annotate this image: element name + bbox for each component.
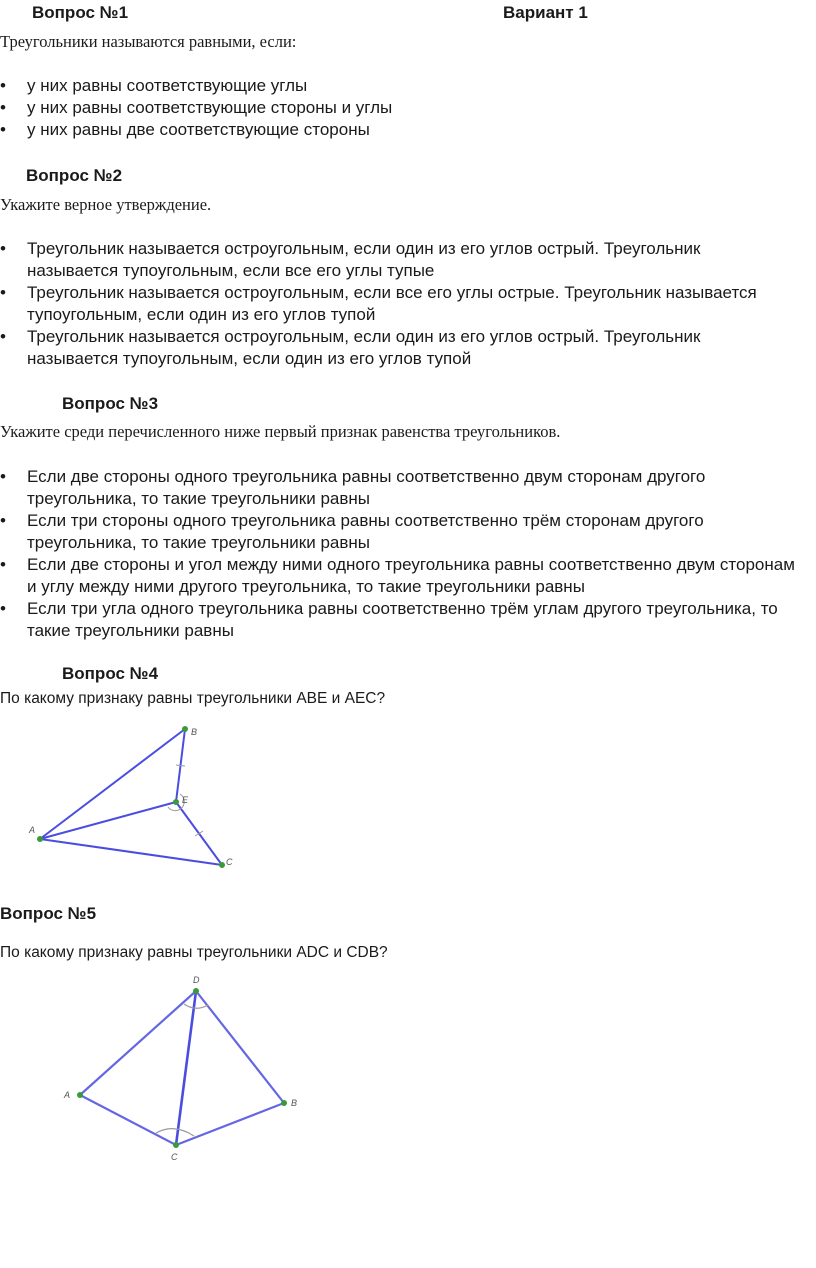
point-b bbox=[281, 1100, 287, 1106]
label-b: B bbox=[291, 1098, 298, 1108]
q2-option[interactable]: • Треугольник называется остроугольным, если один из его углов острый. Треугольник называется тупоугольным, если все его углы тупые bbox=[0, 239, 701, 280]
q5-title: Вопрос №5 bbox=[0, 904, 97, 923]
segment-cb bbox=[176, 1103, 284, 1145]
label-b: B bbox=[191, 727, 198, 737]
point-d bbox=[193, 988, 199, 994]
q4-title: Вопрос №4 bbox=[62, 664, 159, 683]
q3-option[interactable]: • Если две стороны и угол между ними одного треугольника равны соответственно двум сторонам и углу между ними другого треугольника, то такие треугольники равны bbox=[0, 555, 795, 596]
label-c: C bbox=[226, 857, 233, 867]
bullet-icon: • bbox=[0, 467, 6, 486]
q3-prompt: Укажите среди перечисленного ниже первый признак равенства треугольников. bbox=[0, 422, 561, 441]
q2-title: Вопрос №2 bbox=[26, 166, 123, 185]
q1-title: Вопрос №1 bbox=[32, 3, 129, 22]
q2-prompt: Укажите верное утверждение. bbox=[0, 195, 212, 214]
label-a: A bbox=[64, 1090, 71, 1100]
bullet-icon: • bbox=[0, 555, 6, 574]
point-c bbox=[173, 1142, 179, 1148]
point-a bbox=[37, 836, 43, 842]
segment-ad bbox=[80, 991, 196, 1095]
bullet-icon: • bbox=[0, 98, 6, 117]
q2-option[interactable]: • Треугольник называется остроугольным, если все его углы острые. Треугольник называется тупоугольным, если один из его углов тупой bbox=[0, 283, 757, 324]
tick-mark-be bbox=[176, 765, 185, 766]
q5-lines bbox=[80, 991, 284, 1145]
q1-options bbox=[0, 75, 800, 141]
point-c bbox=[219, 862, 225, 868]
label-d: D bbox=[193, 975, 200, 985]
bullet-icon: • bbox=[0, 120, 6, 139]
q2-options bbox=[0, 238, 780, 370]
bullet-icon: • bbox=[0, 76, 6, 95]
q3-title: Вопрос №3 bbox=[62, 394, 159, 413]
tick-mark-ec bbox=[195, 831, 203, 836]
q4-figure bbox=[0, 715, 260, 875]
q3-option[interactable]: • Если три угла одного треугольника равны соответственно трём углам другого треугольника, то такие треугольники равны bbox=[0, 599, 778, 640]
segment-ac bbox=[80, 1095, 176, 1145]
q5-figure bbox=[50, 970, 310, 1170]
point-b bbox=[182, 726, 188, 732]
q3-option[interactable]: • Если две стороны одного треугольника равны соответственно двум сторонам другого треугольника, то такие треугольники равны bbox=[0, 467, 706, 508]
segment-ac bbox=[40, 839, 222, 865]
bullet-icon: • bbox=[0, 599, 6, 618]
point-e bbox=[173, 799, 179, 805]
q1-option[interactable]: • у них равны соответствующие стороны и углы bbox=[0, 98, 393, 117]
segment-db bbox=[196, 991, 284, 1103]
q4-prompt: По какому признаку равны треугольники ABE и AEC? bbox=[0, 690, 386, 707]
bullet-icon: • bbox=[0, 283, 6, 302]
segment-dc bbox=[176, 991, 196, 1145]
angle-arc-c bbox=[156, 1129, 194, 1136]
bullet-icon: • bbox=[0, 511, 6, 530]
q4-lines bbox=[40, 729, 222, 865]
point-a bbox=[77, 1092, 83, 1098]
q1-option[interactable]: • у них равны соответствующие углы bbox=[0, 76, 308, 95]
angle-arc-d bbox=[184, 1004, 208, 1008]
q5-prompt: По какому признаку равны треугольники ADC и CDB? bbox=[0, 944, 388, 961]
q3-options bbox=[0, 466, 800, 642]
q3-option[interactable]: • Если три стороны одного треугольника равны соответственно трём сторонам другого треугольника, то такие треугольники равны bbox=[0, 511, 704, 552]
label-c: C bbox=[171, 1152, 178, 1162]
variant-label: Вариант 1 bbox=[503, 3, 588, 22]
segment-ab bbox=[40, 729, 185, 839]
q1-prompt: Треугольники называются равными, если: bbox=[0, 32, 297, 51]
label-a: A bbox=[29, 825, 36, 835]
q2-option[interactable]: • Треугольник называется остроугольным, если один из его углов острый. Треугольник называется тупоугольным, если один из его углов тупой bbox=[0, 327, 701, 368]
q4-points bbox=[37, 726, 225, 868]
bullet-icon: • bbox=[0, 239, 6, 258]
q1-option[interactable]: • у них равны две соответствующие стороны bbox=[0, 120, 370, 139]
bullet-icon: • bbox=[0, 327, 6, 346]
label-e: E bbox=[182, 795, 189, 805]
q5-marks bbox=[156, 1004, 208, 1136]
segment-ae bbox=[40, 802, 176, 839]
